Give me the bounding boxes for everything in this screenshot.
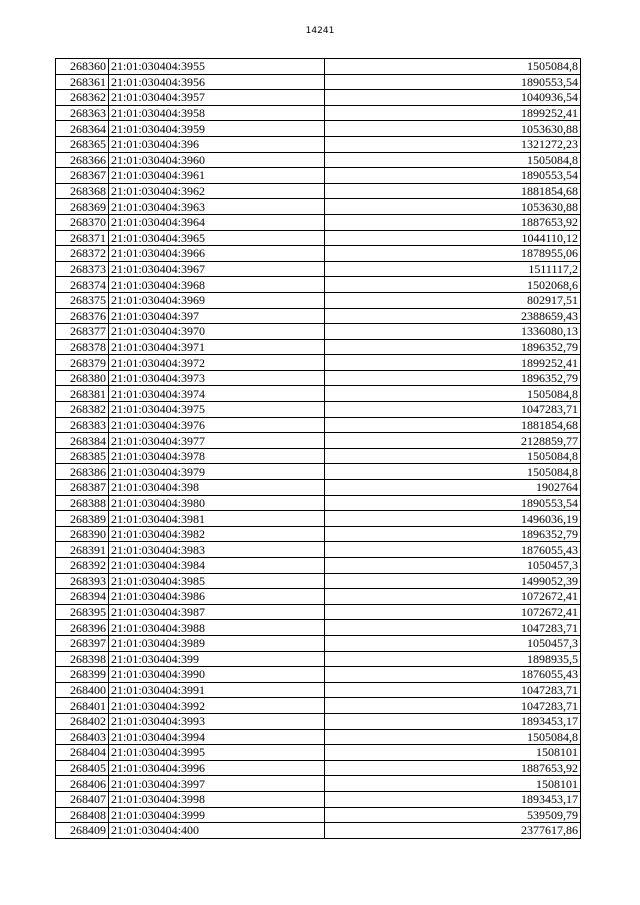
table-row bbox=[56, 308, 581, 324]
cadastral-number-cell: 21:01:030404:3960 bbox=[109, 152, 325, 168]
row-number-cell: 268404 bbox=[56, 745, 109, 761]
row-number-cell: 268381 bbox=[56, 386, 109, 402]
cadastral-value-cell: 1505084,8 bbox=[325, 464, 581, 480]
cadastral-number-cell: 21:01:030404:3962 bbox=[109, 183, 325, 199]
cadastral-number-cell: 21:01:030404:397 bbox=[109, 308, 325, 324]
cadastral-value-cell: 1047283,71 bbox=[325, 620, 581, 636]
table-row bbox=[56, 495, 581, 511]
row-number-cell: 268384 bbox=[56, 433, 109, 449]
table-row bbox=[56, 136, 581, 152]
cadastral-value-cell: 1321272,23 bbox=[325, 136, 581, 152]
table-row bbox=[56, 698, 581, 714]
registry-table-body bbox=[56, 59, 581, 839]
row-number-cell: 268395 bbox=[56, 604, 109, 620]
row-number-cell: 268401 bbox=[56, 698, 109, 714]
row-number-cell: 268393 bbox=[56, 573, 109, 589]
row-number-cell: 268370 bbox=[56, 214, 109, 230]
table-row bbox=[56, 651, 581, 667]
table-row bbox=[56, 292, 581, 308]
table-row bbox=[56, 776, 581, 792]
cadastral-value-cell: 1898935,5 bbox=[325, 651, 581, 667]
cadastral-number-cell: 21:01:030404:3979 bbox=[109, 464, 325, 480]
cadastral-number-cell: 21:01:030404:3990 bbox=[109, 667, 325, 683]
cadastral-number-cell: 21:01:030404:400 bbox=[109, 823, 325, 839]
table-row bbox=[56, 339, 581, 355]
table-row bbox=[56, 745, 581, 761]
table-row bbox=[56, 277, 581, 293]
row-number-cell: 268368 bbox=[56, 183, 109, 199]
cadastral-number-cell: 21:01:030404:3999 bbox=[109, 807, 325, 823]
cadastral-value-cell: 1881854,68 bbox=[325, 183, 581, 199]
cadastral-number-cell: 21:01:030404:3984 bbox=[109, 558, 325, 574]
cadastral-value-cell: 1896352,79 bbox=[325, 526, 581, 542]
table-row bbox=[56, 324, 581, 340]
row-number-cell: 268367 bbox=[56, 168, 109, 184]
cadastral-value-cell: 1502068,6 bbox=[325, 277, 581, 293]
cadastral-number-cell: 21:01:030404:3968 bbox=[109, 277, 325, 293]
cadastral-number-cell: 21:01:030404:3971 bbox=[109, 339, 325, 355]
cadastral-number-cell: 21:01:030404:3977 bbox=[109, 433, 325, 449]
cadastral-value-cell: 1876055,43 bbox=[325, 667, 581, 683]
row-number-cell: 268399 bbox=[56, 667, 109, 683]
table-row bbox=[56, 199, 581, 215]
cadastral-number-cell: 21:01:030404:3963 bbox=[109, 199, 325, 215]
row-number-cell: 268391 bbox=[56, 542, 109, 558]
table-row bbox=[56, 121, 581, 137]
row-number-cell: 268366 bbox=[56, 152, 109, 168]
cadastral-number-cell: 21:01:030404:3972 bbox=[109, 355, 325, 371]
table-row bbox=[56, 105, 581, 121]
cadastral-number-cell: 21:01:030404:3998 bbox=[109, 791, 325, 807]
row-number-cell: 268386 bbox=[56, 464, 109, 480]
cadastral-value-cell: 2128859,77 bbox=[325, 433, 581, 449]
cadastral-number-cell: 21:01:030404:3973 bbox=[109, 370, 325, 386]
cadastral-value-cell: 1496036,19 bbox=[325, 511, 581, 527]
cadastral-number-cell: 21:01:030404:3988 bbox=[109, 620, 325, 636]
table-row bbox=[56, 604, 581, 620]
table-row bbox=[56, 823, 581, 839]
row-number-cell: 268405 bbox=[56, 760, 109, 776]
table-row bbox=[56, 230, 581, 246]
cadastral-number-cell: 21:01:030404:3966 bbox=[109, 246, 325, 262]
table-row bbox=[56, 464, 581, 480]
row-number-cell: 268392 bbox=[56, 558, 109, 574]
row-number-cell: 268371 bbox=[56, 230, 109, 246]
cadastral-value-cell: 1072672,41 bbox=[325, 589, 581, 605]
row-number-cell: 268375 bbox=[56, 292, 109, 308]
table-row bbox=[56, 402, 581, 418]
cadastral-number-cell: 21:01:030404:3985 bbox=[109, 573, 325, 589]
cadastral-number-cell: 21:01:030404:3980 bbox=[109, 495, 325, 511]
cadastral-number-cell: 21:01:030404:3976 bbox=[109, 417, 325, 433]
cadastral-value-cell: 1505084,8 bbox=[325, 448, 581, 464]
table-row bbox=[56, 573, 581, 589]
cadastral-number-cell: 21:01:030404:3986 bbox=[109, 589, 325, 605]
table-row bbox=[56, 386, 581, 402]
cadastral-number-cell: 21:01:030404:3993 bbox=[109, 713, 325, 729]
registry-table bbox=[55, 58, 581, 839]
table-row bbox=[56, 59, 581, 75]
table-row bbox=[56, 355, 581, 371]
row-number-cell: 268361 bbox=[56, 74, 109, 90]
cadastral-value-cell: 1505084,8 bbox=[325, 386, 581, 402]
row-number-cell: 268374 bbox=[56, 277, 109, 293]
row-number-cell: 268407 bbox=[56, 791, 109, 807]
cadastral-value-cell: 1505084,8 bbox=[325, 59, 581, 75]
table-row bbox=[56, 246, 581, 262]
row-number-cell: 268402 bbox=[56, 713, 109, 729]
row-number-cell: 268372 bbox=[56, 246, 109, 262]
cadastral-number-cell: 21:01:030404:3975 bbox=[109, 402, 325, 418]
cadastral-number-cell: 21:01:030404:396 bbox=[109, 136, 325, 152]
cadastral-number-cell: 21:01:030404:3957 bbox=[109, 90, 325, 106]
cadastral-value-cell: 1336080,13 bbox=[325, 324, 581, 340]
table-row bbox=[56, 152, 581, 168]
row-number-cell: 268396 bbox=[56, 620, 109, 636]
table-row bbox=[56, 682, 581, 698]
table-row bbox=[56, 526, 581, 542]
row-number-cell: 268378 bbox=[56, 339, 109, 355]
cadastral-value-cell: 1508101 bbox=[325, 776, 581, 792]
row-number-cell: 268387 bbox=[56, 480, 109, 496]
cadastral-number-cell: 21:01:030404:3991 bbox=[109, 682, 325, 698]
cadastral-value-cell: 1887653,92 bbox=[325, 214, 581, 230]
table-row bbox=[56, 620, 581, 636]
row-number-cell: 268408 bbox=[56, 807, 109, 823]
cadastral-number-cell: 21:01:030404:3959 bbox=[109, 121, 325, 137]
cadastral-value-cell: 1050457,3 bbox=[325, 635, 581, 651]
cadastral-number-cell: 21:01:030404:3969 bbox=[109, 292, 325, 308]
cadastral-number-cell: 21:01:030404:3995 bbox=[109, 745, 325, 761]
table-row bbox=[56, 542, 581, 558]
table-row bbox=[56, 183, 581, 199]
table-row bbox=[56, 480, 581, 496]
cadastral-value-cell: 1899252,41 bbox=[325, 355, 581, 371]
cadastral-value-cell: 1896352,79 bbox=[325, 370, 581, 386]
table-row bbox=[56, 74, 581, 90]
table-row bbox=[56, 433, 581, 449]
row-number-cell: 268376 bbox=[56, 308, 109, 324]
cadastral-number-cell: 21:01:030404:3965 bbox=[109, 230, 325, 246]
cadastral-value-cell: 1508101 bbox=[325, 745, 581, 761]
row-number-cell: 268363 bbox=[56, 105, 109, 121]
cadastral-number-cell: 21:01:030404:3983 bbox=[109, 542, 325, 558]
table-row bbox=[56, 214, 581, 230]
row-number-cell: 268406 bbox=[56, 776, 109, 792]
table-row bbox=[56, 589, 581, 605]
table-row bbox=[56, 807, 581, 823]
cadastral-number-cell: 21:01:030404:399 bbox=[109, 651, 325, 667]
row-number-cell: 268403 bbox=[56, 729, 109, 745]
row-number-cell: 268382 bbox=[56, 402, 109, 418]
cadastral-value-cell: 1040936,54 bbox=[325, 90, 581, 106]
cadastral-value-cell: 1047283,71 bbox=[325, 698, 581, 714]
row-number-cell: 268379 bbox=[56, 355, 109, 371]
table-row bbox=[56, 448, 581, 464]
cadastral-number-cell: 21:01:030404:3958 bbox=[109, 105, 325, 121]
cadastral-number-cell: 21:01:030404:3955 bbox=[109, 59, 325, 75]
cadastral-value-cell: 1053630,88 bbox=[325, 199, 581, 215]
cadastral-value-cell: 1881854,68 bbox=[325, 417, 581, 433]
table-row bbox=[56, 417, 581, 433]
table-row bbox=[56, 760, 581, 776]
cadastral-value-cell: 2377617,86 bbox=[325, 823, 581, 839]
table-row bbox=[56, 168, 581, 184]
row-number-cell: 268360 bbox=[56, 59, 109, 75]
cadastral-value-cell: 1876055,43 bbox=[325, 542, 581, 558]
row-number-cell: 268409 bbox=[56, 823, 109, 839]
cadastral-value-cell: 1044110,12 bbox=[325, 230, 581, 246]
row-number-cell: 268389 bbox=[56, 511, 109, 527]
table-row bbox=[56, 713, 581, 729]
cadastral-value-cell: 1047283,71 bbox=[325, 682, 581, 698]
cadastral-value-cell: 1047283,71 bbox=[325, 402, 581, 418]
table-row bbox=[56, 791, 581, 807]
cadastral-value-cell: 1072672,41 bbox=[325, 604, 581, 620]
row-number-cell: 268383 bbox=[56, 417, 109, 433]
table-row bbox=[56, 635, 581, 651]
cadastral-number-cell: 21:01:030404:3974 bbox=[109, 386, 325, 402]
cadastral-value-cell: 1505084,8 bbox=[325, 729, 581, 745]
cadastral-value-cell: 539509,79 bbox=[325, 807, 581, 823]
cadastral-value-cell: 2388659,43 bbox=[325, 308, 581, 324]
row-number-cell: 268380 bbox=[56, 370, 109, 386]
cadastral-number-cell: 21:01:030404:3956 bbox=[109, 74, 325, 90]
cadastral-number-cell: 21:01:030404:3996 bbox=[109, 760, 325, 776]
cadastral-value-cell: 1899252,41 bbox=[325, 105, 581, 121]
cadastral-value-cell: 802917,51 bbox=[325, 292, 581, 308]
cadastral-number-cell: 21:01:030404:3967 bbox=[109, 261, 325, 277]
row-number-cell: 268394 bbox=[56, 589, 109, 605]
cadastral-value-cell: 1893453,17 bbox=[325, 791, 581, 807]
cadastral-value-cell: 1053630,88 bbox=[325, 121, 581, 137]
table-row bbox=[56, 667, 581, 683]
cadastral-value-cell: 1890553,54 bbox=[325, 74, 581, 90]
cadastral-number-cell: 21:01:030404:3978 bbox=[109, 448, 325, 464]
row-number-cell: 268400 bbox=[56, 682, 109, 698]
cadastral-value-cell: 1890553,54 bbox=[325, 168, 581, 184]
row-number-cell: 268385 bbox=[56, 448, 109, 464]
row-number-cell: 268398 bbox=[56, 651, 109, 667]
cadastral-number-cell: 21:01:030404:3961 bbox=[109, 168, 325, 184]
page-number: 14241 bbox=[305, 26, 335, 36]
cadastral-number-cell: 21:01:030404:3964 bbox=[109, 214, 325, 230]
cadastral-value-cell: 1511117,2 bbox=[325, 261, 581, 277]
cadastral-value-cell: 1887653,92 bbox=[325, 760, 581, 776]
row-number-cell: 268377 bbox=[56, 324, 109, 340]
cadastral-value-cell: 1890553,54 bbox=[325, 495, 581, 511]
row-number-cell: 268369 bbox=[56, 199, 109, 215]
table-row bbox=[56, 511, 581, 527]
cadastral-value-cell: 1878955,06 bbox=[325, 246, 581, 262]
cadastral-value-cell: 1050457,3 bbox=[325, 558, 581, 574]
table-row bbox=[56, 729, 581, 745]
table-row bbox=[56, 370, 581, 386]
table-row bbox=[56, 558, 581, 574]
row-number-cell: 268388 bbox=[56, 495, 109, 511]
table-row bbox=[56, 90, 581, 106]
cadastral-number-cell: 21:01:030404:3981 bbox=[109, 511, 325, 527]
cadastral-number-cell: 21:01:030404:3970 bbox=[109, 324, 325, 340]
cadastral-number-cell: 21:01:030404:398 bbox=[109, 480, 325, 496]
row-number-cell: 268364 bbox=[56, 121, 109, 137]
cadastral-number-cell: 21:01:030404:3994 bbox=[109, 729, 325, 745]
cadastral-value-cell: 1893453,17 bbox=[325, 713, 581, 729]
cadastral-value-cell: 1902764 bbox=[325, 480, 581, 496]
cadastral-value-cell: 1505084,8 bbox=[325, 152, 581, 168]
cadastral-number-cell: 21:01:030404:3997 bbox=[109, 776, 325, 792]
row-number-cell: 268390 bbox=[56, 526, 109, 542]
table-row bbox=[56, 261, 581, 277]
row-number-cell: 268365 bbox=[56, 136, 109, 152]
cadastral-value-cell: 1499052,39 bbox=[325, 573, 581, 589]
cadastral-value-cell: 1896352,79 bbox=[325, 339, 581, 355]
cadastral-number-cell: 21:01:030404:3982 bbox=[109, 526, 325, 542]
cadastral-number-cell: 21:01:030404:3992 bbox=[109, 698, 325, 714]
cadastral-number-cell: 21:01:030404:3987 bbox=[109, 604, 325, 620]
cadastral-number-cell: 21:01:030404:3989 bbox=[109, 635, 325, 651]
row-number-cell: 268397 bbox=[56, 635, 109, 651]
row-number-cell: 268373 bbox=[56, 261, 109, 277]
row-number-cell: 268362 bbox=[56, 90, 109, 106]
